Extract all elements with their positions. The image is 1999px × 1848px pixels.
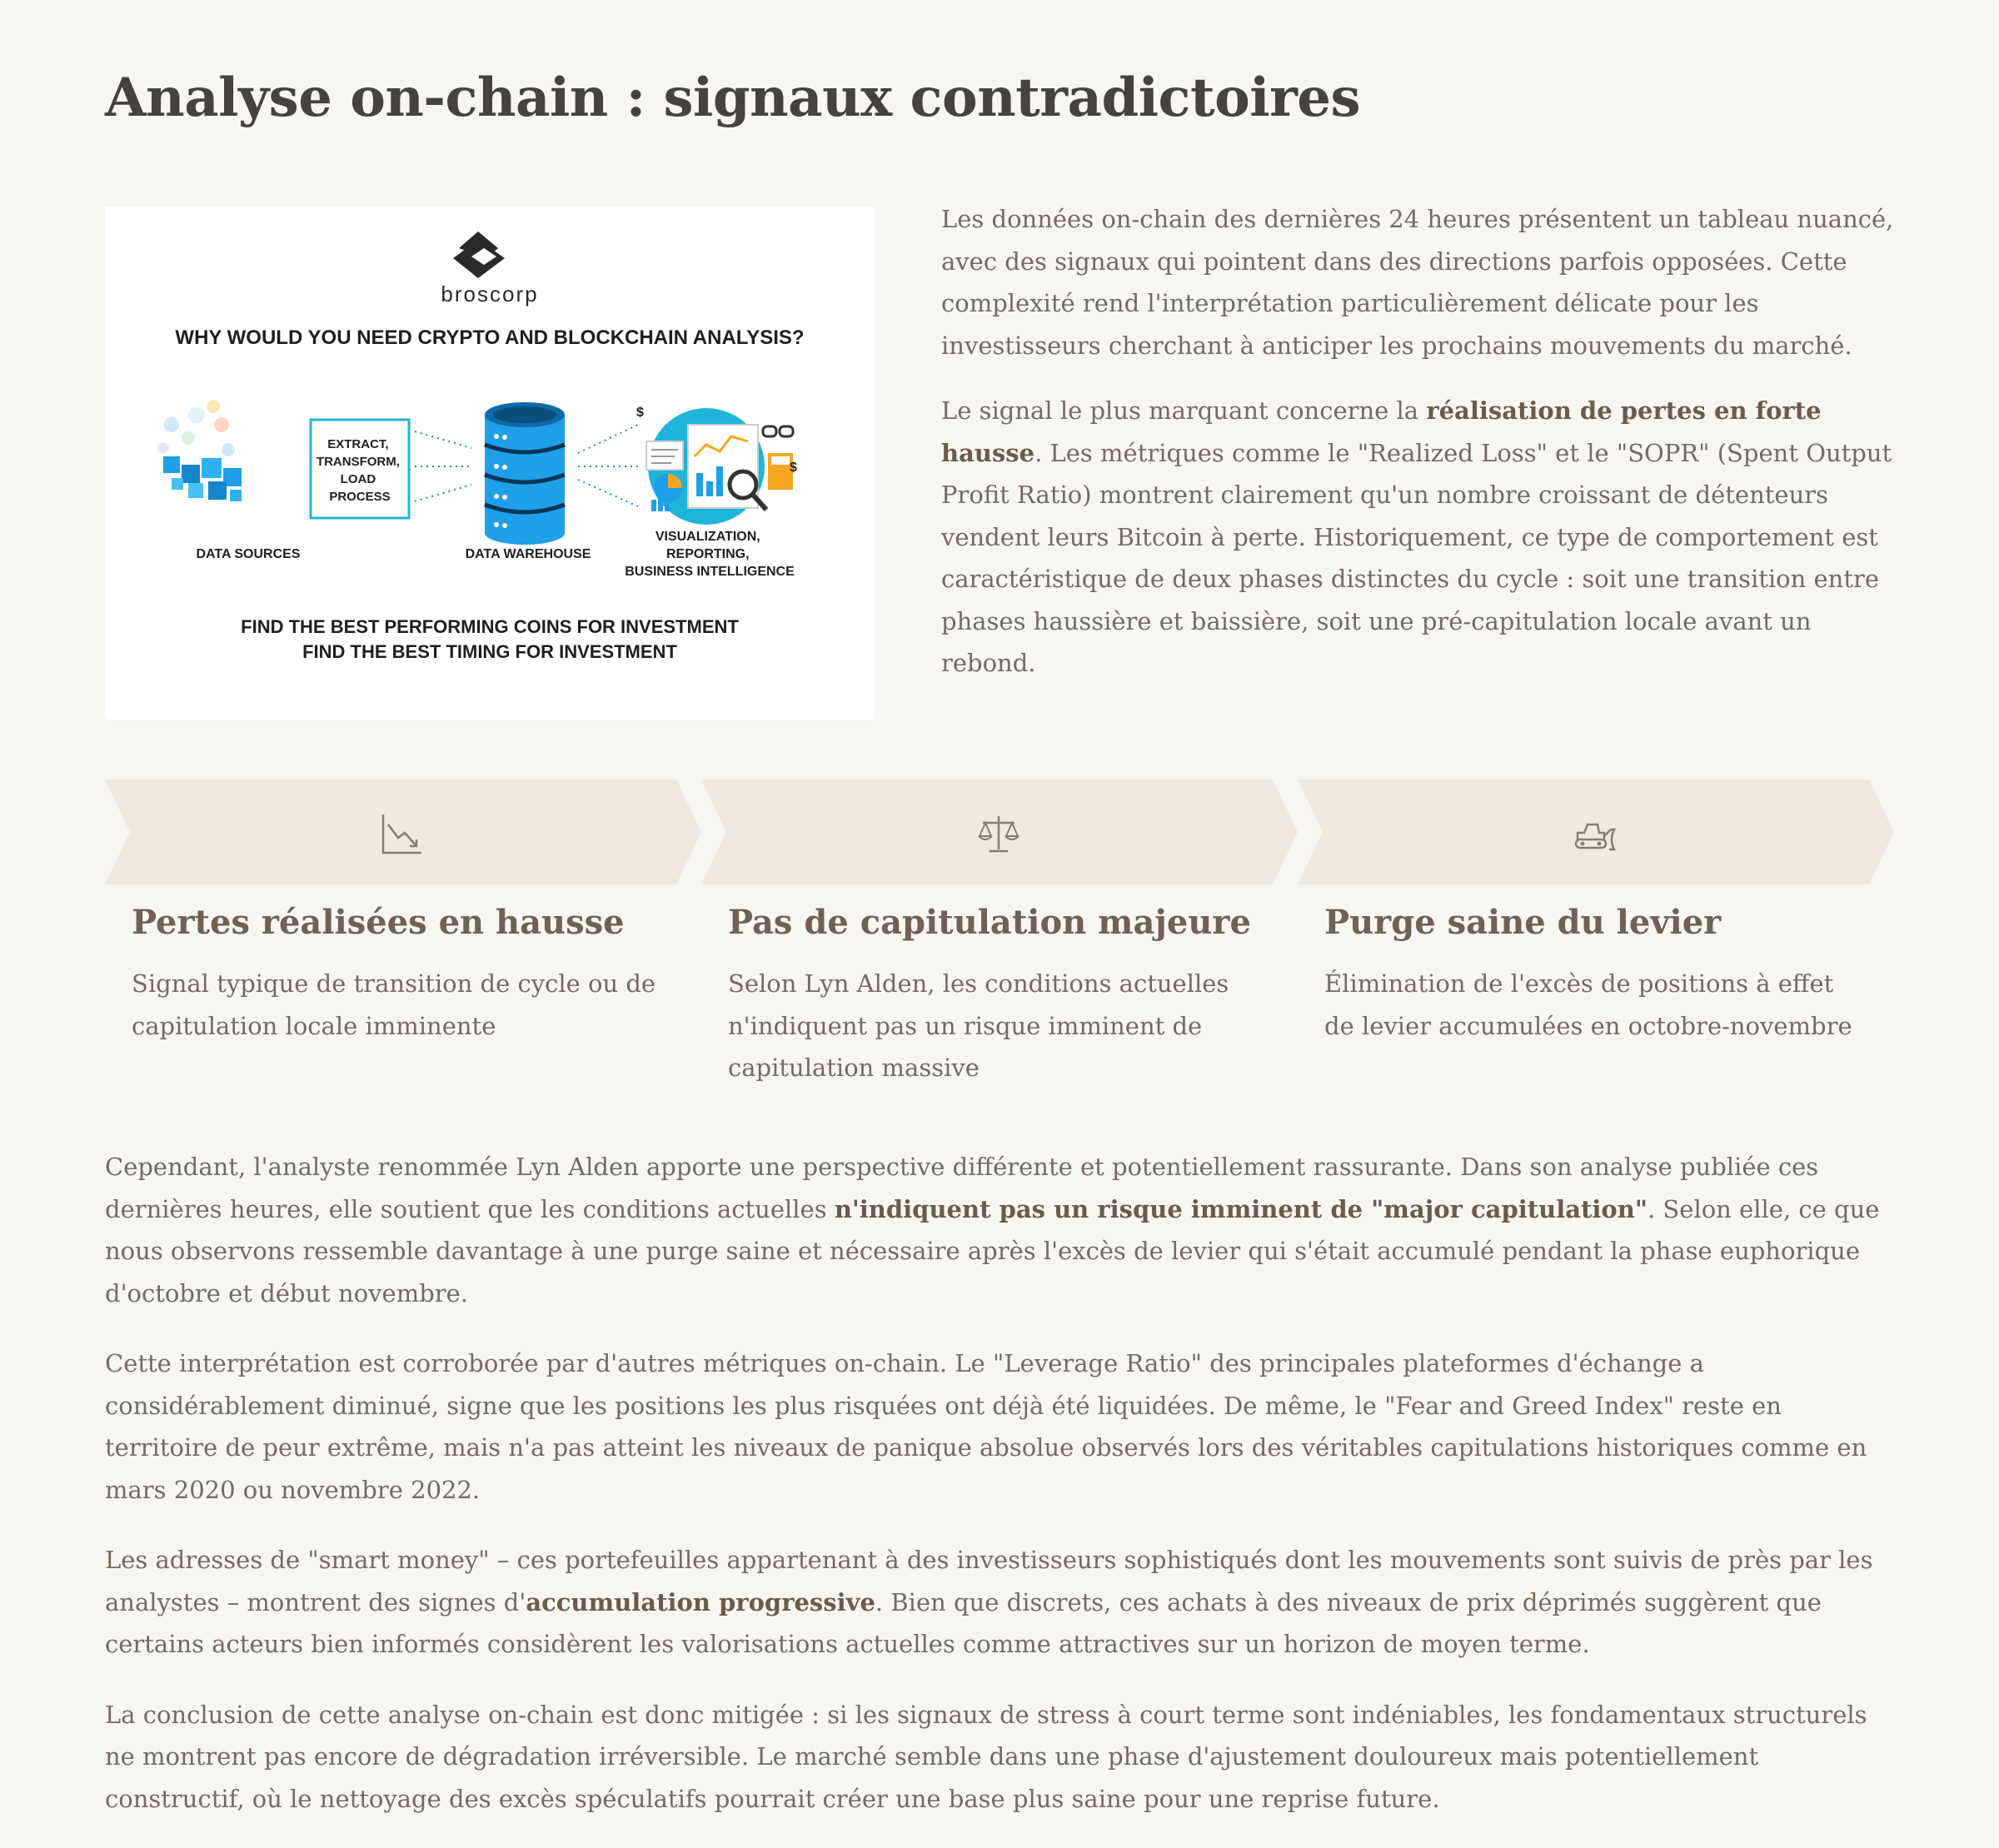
visualization-label: VISUALIZATION, REPORTING, BUSINESS INTELLIGENCE (625, 530, 795, 579)
data-sources-label: DATA SOURCES (196, 547, 301, 561)
body-paragraph-1: Cependant, l'analyste renommée Lyn Alden apporte une perspective différente et potentiellement rassurante. Dans son analyse publiée ces dernières heures, elle soutient que les conditions actuelles n'indiquent pas un risque imminent de "major capitulation". Selon elle, ce que nous observons ressemble davantage à une purge saine et nécessaire après l'excès de levier qui s'était accumulé pendant la phase euphorique d'octobre et début novembre. (105, 1153, 1880, 1308)
brand-name: broscorp (441, 281, 539, 306)
step-title: Pertes réalisées en hausse (132, 903, 625, 942)
bulldozer-icon (1573, 811, 1618, 856)
step-no-capitulation (701, 780, 1298, 1082)
body-paragraph-2: Cette interprétation est corroborée par d'autres métriques on-chain. Le "Leverage Ratio" des principales plateformes d'échange a considérablement diminué, signe que les positions les plus risquées ont déjà été liquidées. De même, le "Fear and Greed Index" reste en territoire de peur extrême, mais n'a pas atteint les niveaux de panique absolue observés lors des véritables capitulations historiques comme en mars 2020 ou novembre 2022. (105, 1349, 1867, 1504)
infographic-footer-2: FIND THE BEST TIMING FOR INVESTMENT (302, 641, 677, 662)
intro-paragraph-2: Le signal le plus marquant concerne la réalisation de pertes en forte hausse. Les métriques comme le "Realized Loss" et le "SOPR" (Spent Output Profit Ratio) montrent clairement qu'un nombre croissant de détenteurs vendent leurs Bitcoin à perte. Historiquement, ce type de comportement est caractéristique de deux phases distinctes du cycle : soit une transition entre phases haussière et baissière, soit une pré-capitulation locale avant un rebond. (941, 396, 1892, 677)
step-band (105, 780, 701, 884)
step-realized-losses (105, 780, 701, 1040)
highlight-no-capitulation: n'indiquent pas un risque imminent de "major capitulation" (834, 1194, 1648, 1223)
step-band (1298, 780, 1894, 884)
chart-down-icon (380, 811, 425, 856)
step-title: Purge saine du levier (1324, 903, 1722, 942)
warehouse-label: DATA WAREHOUSE (465, 547, 591, 561)
page-title: Analyse on-chain : signaux contradictoires (105, 67, 1361, 129)
infographic-footer-1: FIND THE BEST PERFORMING COINS FOR INVESTMENT (241, 616, 739, 637)
etl-label: EXTRACT, TRANSFORM, LOAD PROCESS (316, 437, 400, 504)
dollar-sign-1: $ (636, 406, 644, 420)
balance-scale-icon (976, 811, 1021, 856)
infographic-image (105, 207, 875, 720)
step-description: Selon Lyn Alden, les conditions actuelles n'indiquent pas un risque imminent de capitulation massive (728, 969, 1229, 1082)
step-description: Élimination de l'excès de positions à effet de levier accumulées en octobre-novembre (1324, 969, 1852, 1040)
body-paragraph-3: Les adresses de "smart money" – ces portefeuilles appartenant à des investisseurs sophistiqués dont les mouvements sont suivis de près par les analystes – montrent des signes d'accumulation progressive. Bien que discrets, ces achats à des niveaux de prix déprimés suggèrent que certains acteurs bien informés considèrent les valorisations actuelles comme attractives sur un horizon de moyen terme. (105, 1546, 1873, 1658)
step-description: Signal typique de transition de cycle ou de capitulation locale imminente (132, 969, 656, 1040)
broscorp-logo-icon (453, 232, 505, 278)
visualization-icon (646, 408, 793, 525)
dollar-sign-2: $ (790, 461, 797, 475)
infographic-heading: WHY WOULD YOU NEED CRYPTO AND BLOCKCHAIN ANALYSIS? (175, 326, 805, 349)
article-body (105, 1146, 1896, 1848)
highlight-losses: réalisation de pertes en forte hausse (941, 396, 1822, 467)
intro-text (941, 198, 1899, 708)
step-band (701, 780, 1298, 884)
body-paragraph-4: La conclusion de cette analyse on-chain est donc mitigée : si les signaux de stress à court terme sont indéniables, les fondamentaux structurels ne montrent pas encore de dégradation irréversible. Le marché semble dans une phase d'ajustement douloureux mais potentiellement constructif, où le nettoyage des excès spéculatifs pourrait créer une base plus saine pour une reprise future. (105, 1700, 1867, 1813)
step-title: Pas de capitulation majeure (728, 903, 1251, 942)
signal-steps (105, 780, 1894, 1088)
intro-paragraph-1: Les données on-chain des dernières 24 heures présentent un tableau nuancé, avec des signaux qui pointent dans des directions parfois opposées. Cette complexité rend l'interprétation particulièrement délicate pour les investisseurs cherchant à anticiper les prochains mouvements du marché. (941, 205, 1894, 360)
database-icon (485, 402, 565, 545)
data-sources-icon (157, 400, 242, 501)
step-leverage-purge (1298, 780, 1894, 1040)
highlight-accumulation: accumulation progressive (526, 1587, 875, 1616)
